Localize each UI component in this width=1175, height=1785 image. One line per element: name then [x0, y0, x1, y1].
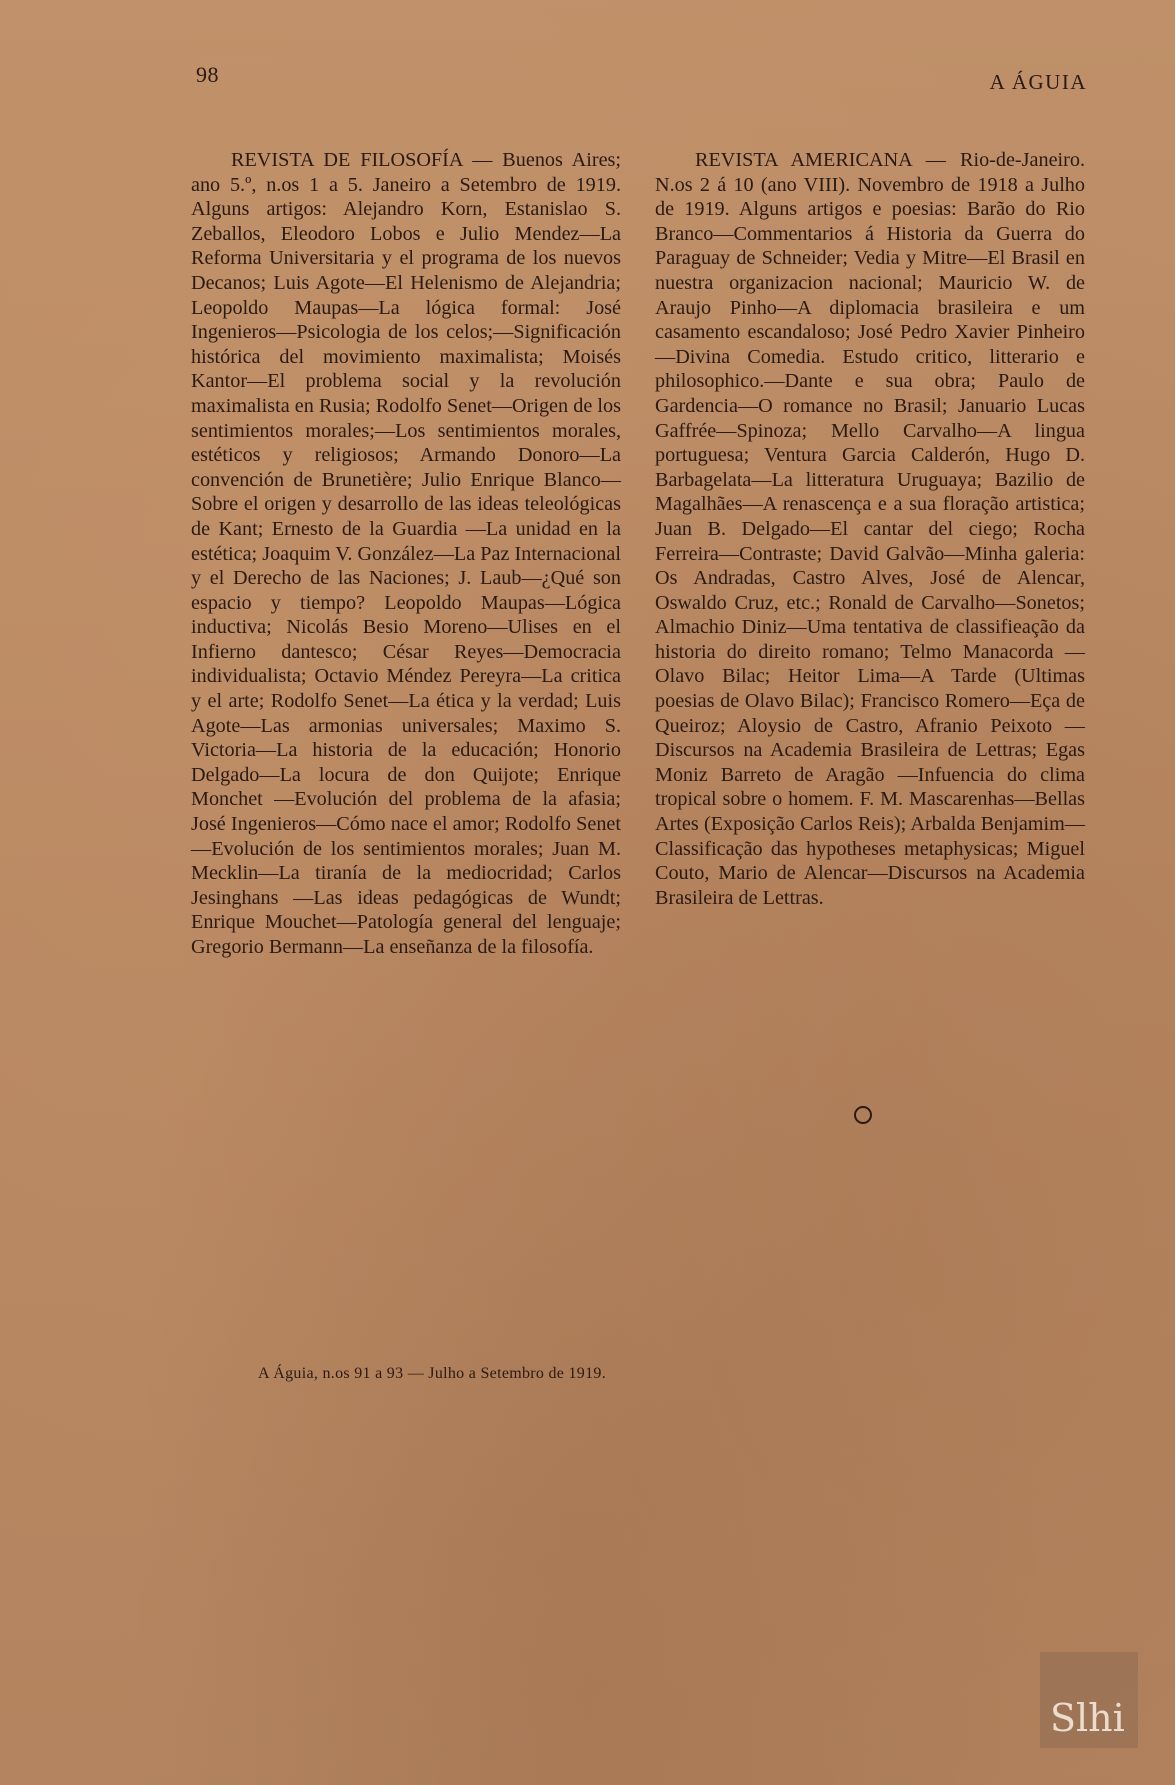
section-end-circle-icon — [854, 1106, 872, 1124]
issue-footer-note: A Águia, n.os 91 a 93 — Julho a Setembro de 1919. — [258, 1365, 606, 1382]
right-column — [655, 148, 1085, 910]
page-number: 98 — [196, 62, 219, 87]
library-logo — [1040, 1652, 1138, 1748]
library-logo-text: Slhi — [1050, 1696, 1125, 1740]
left-column — [191, 148, 621, 960]
review-entry-revista-americana: REVISTA AMERICANA — Rio-de-Janeiro. N.os 2 á 10 (ano VIII). Novembro de 1918 a Julho de 1919. Alguns artigos e poesias: Barão do Rio Branco—Commentarios á Historia da Guerra do Paraguay de Schneider; Vedia y Mitre—El Brasil en nuestra organizacion nacional; Mauricio W. de Araujo Pinho—A diplomacia brasileira e um casamento escandaloso; José Pedro Xavier Pinheiro—Divina Comedia. Estudo critico, litterario e philosophico.—Dante e sua obra; Paulo de Gardencia—O romance no Brasil; Januario Lucas Gaffrée—Spinoza; Mello Carvalho—A lingua portuguesa; Ventura Garcia Calderón, Hugo D. Barbagelata—La litteratura Uruguaya; Bazilio de Magalhães—A renascença e a sua floração artistica; Juan B. Delgado—El cantar del ciego; Rocha Ferreira—Contraste; David Galvão—Minha galeria: Os Andradas, Castro Alves, José de Alencar, Oswaldo Cruz, etc.; Ronald de Carvalho—Sonetos; Almachio Diniz—Uma tentativa de classifieação da historia do direito romano; Telmo Manacorda — Olavo Bilac; Heitor Lima—A Tarde (Ultimas poesias de Olavo Bilac); Francisco Romero—Eça de Queiroz; Aloysio de Castro, Afranio Peixoto —Discursos na Academia Brasileira de Lettras; Egas Moniz Barreto de Aragão —Infuencia do clima tropical sobre o homem. F. M. Mascarenhas—Bellas Artes (Exposição Carlos Reis); Arbalda Benjamim—Classificação das hypotheses metaphysicas; Miguel Couto, Mario de Alencar—Discursos na Academia Brasileira de Lettras. — [655, 149, 1085, 909]
review-entry-revista-de-filosofia: REVISTA DE FILOSOFÍA — Buenos Aires; ano 5.º, n.os 1 a 5. Janeiro a Setembro de 1919. Alguns artigos: Alejandro Korn, Estanislao S. Zeballos, Eleodoro Lobos e Julio Mendez—La Reforma Universitaria y el programa de los nuevos Decanos; Luis Agote—El Helenismo de Alejandria; Leopoldo Maupas—La lógica formal: José Ingenieros—Psicologia de los celos;—Significación histórica del movimiento maximalista; Moisés Kantor—El problema social y la revolución maximalista en Rusia; Rodolfo Senet—Origen de los sentimientos morales;—Los sentimientos morales, estéticos y religiosos; Armando Donoro—La convención de Brunetière; Julio Enrique Blanco—Sobre el origen y desarrollo de las ideas teleológicas de Kant; Ernesto de la Guardia —La unidad en la estética; Joaquim V. González—La Paz Internacional y el Derecho de las Naciones; J. Laub—¿Qué son espacio y tiempo? Leopoldo Maupas—Lógica inductiva; Nicolás Besio Moreno—Ulises en el Infierno dantesco; César Reyes—Democracia individualista; Octavio Méndez Pereyra—La critica y el arte; Rodolfo Senet—La ética y la verdad; Luis Agote—Las armonias universales; Maximo S. Victoria—La historia de la educación; Honorio Delgado—La locura de don Quijote; Enrique Monchet —Evolución del problema de la afasia; José Ingenieros—Cómo nace el amor; Rodolfo Senet—Evolución de los sentimientos morales; Juan M. Mecklin—La tiranía de la mediocridad; Carlos Jesinghans —Las ideas pedagógicas de Wundt; Enrique Mouchet—Patología general del lenguaje; Gregorio Bermann—La enseñanza de la filosofía. — [191, 149, 621, 958]
running-head: A ÁGUIA — [989, 70, 1087, 94]
